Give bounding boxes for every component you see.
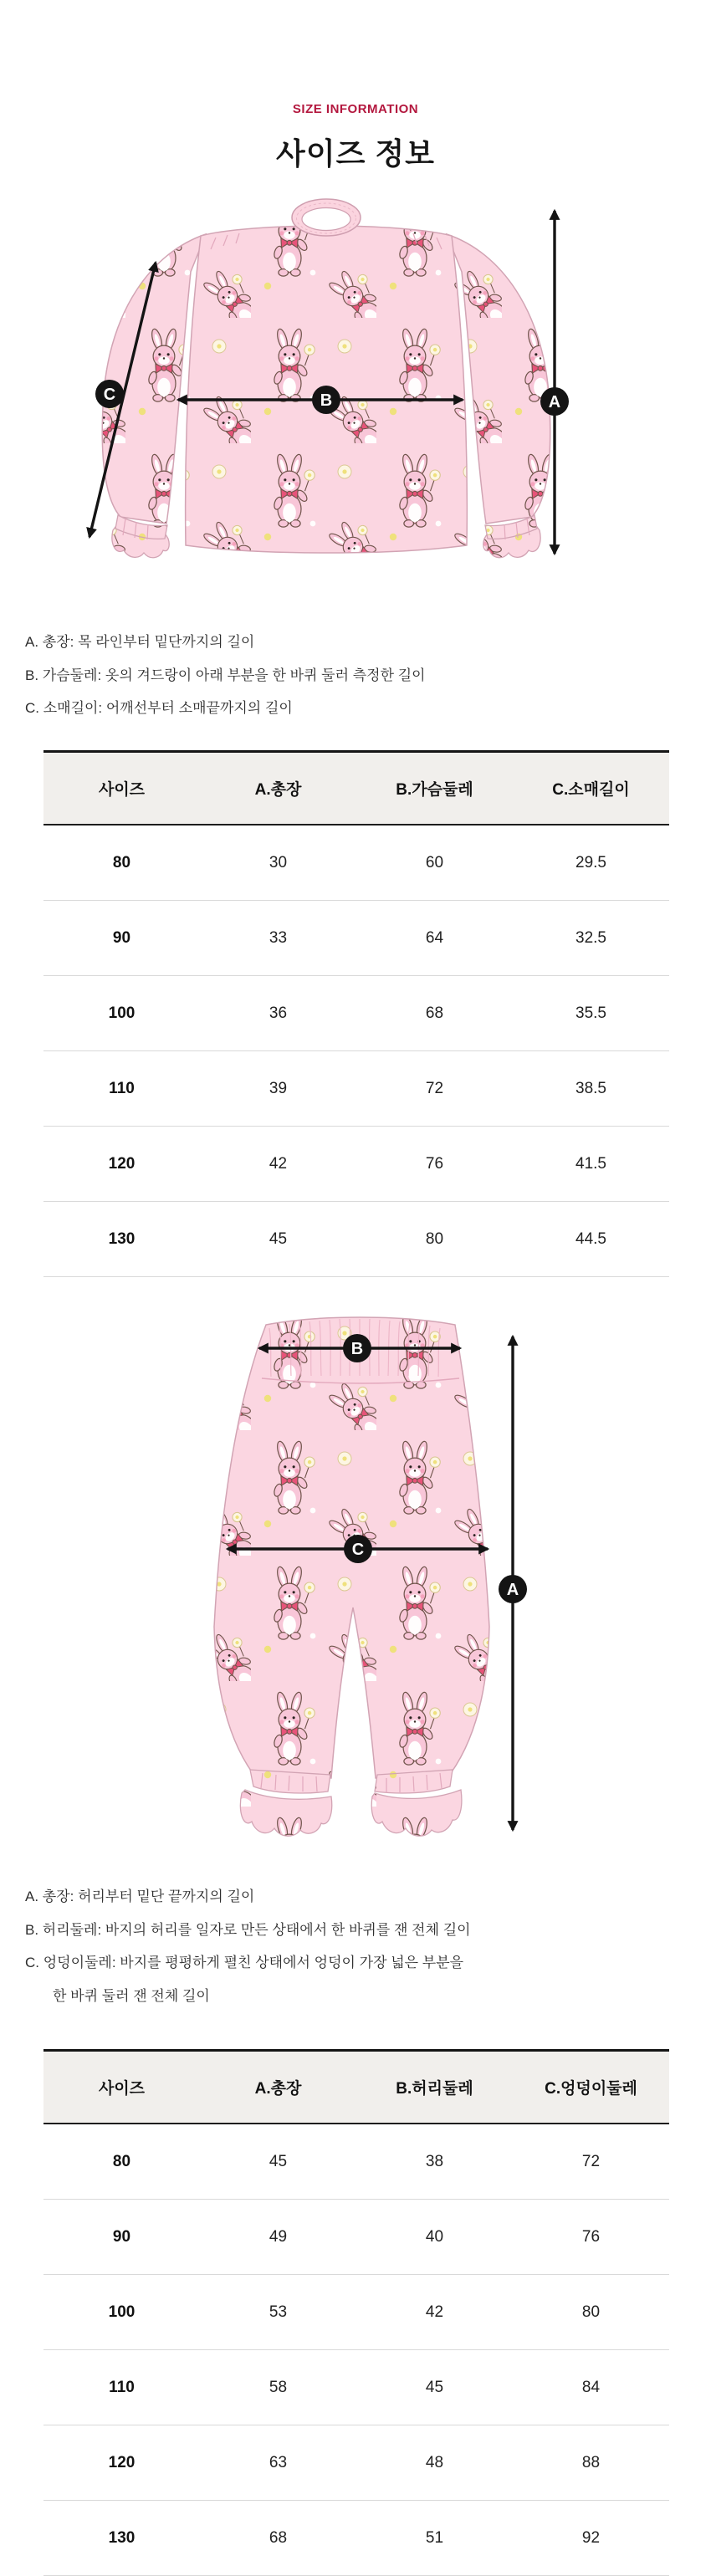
pajama-top-illustration [102, 199, 550, 558]
size-row [43, 825, 669, 901]
measurement-note: B. 가슴둘레: 옷의 겨드랑이 아래 부분을 한 바퀴 둘러 측정한 길이 [25, 667, 426, 683]
measurement-value: 30 [200, 825, 356, 901]
size-value: 100 [43, 2275, 200, 2350]
size-value: 130 [43, 1202, 200, 1277]
measurement-value: 72 [513, 2124, 669, 2200]
size-row [43, 2200, 669, 2275]
measurement-note: C. 소매길이: 어깨선부터 소매끝까지의 길이 [25, 700, 293, 716]
measurement-value: 35.5 [513, 976, 669, 1051]
measurement-note: B. 허리둘레: 바지의 허리를 일자로 만든 상태에서 한 바퀴를 잰 전체 길이 [25, 1921, 471, 1938]
size-row [43, 976, 669, 1051]
size-row [43, 2275, 669, 2350]
column-header: 사이즈 [43, 2051, 200, 2124]
measurement-value: 45 [356, 2350, 513, 2425]
size-row [43, 2124, 669, 2200]
measurement-value: 80 [356, 1202, 513, 1277]
measurement-value: 33 [200, 901, 356, 976]
pajama-pants-figure [0, 1305, 711, 1844]
measurement-value: 48 [356, 2425, 513, 2501]
table-header-row [43, 752, 669, 825]
measurement-value: 42 [200, 1127, 356, 1202]
size-row [43, 2350, 669, 2425]
measurement-value: 88 [513, 2425, 669, 2501]
bottom-measurement-notes [25, 1880, 471, 2012]
measurement-note: A. 총장: 허리부터 밑단 끝까지의 길이 [25, 1889, 255, 1904]
size-value: 90 [43, 901, 200, 976]
measurement-value: 29.5 [513, 825, 669, 901]
column-header: 사이즈 [43, 752, 200, 825]
measure-arrow-a [499, 1337, 527, 1830]
measurement-value: 84 [513, 2350, 669, 2425]
measurement-value: 38 [356, 2124, 513, 2200]
measurement-value: 49 [200, 2200, 356, 2275]
size-value: 110 [43, 1051, 200, 1127]
column-header: C.엉덩이둘레 [513, 2051, 669, 2124]
measurement-note: 한 바퀴 둘러 잰 전체 길이 [53, 1987, 210, 2004]
measurement-value: 39 [200, 1051, 356, 1127]
measurement-value: 40 [356, 2200, 513, 2275]
size-row [43, 1202, 669, 1277]
measurement-value: 58 [200, 2350, 356, 2425]
measurement-value: 72 [356, 1051, 513, 1127]
page-title: 사이즈 정보 [276, 136, 435, 171]
measurement-value: 42 [356, 2275, 513, 2350]
measurement-value: 45 [200, 2124, 356, 2200]
size-row [43, 2425, 669, 2501]
size-value: 120 [43, 2425, 200, 2501]
section-eyebrow: SIZE INFORMATION [292, 102, 419, 116]
measurement-value: 68 [356, 976, 513, 1051]
column-header: B.허리둘레 [356, 2051, 513, 2124]
size-row [43, 901, 669, 976]
top-size-table [43, 750, 669, 1277]
bottom-size-table [43, 2049, 669, 2576]
marker-b-letter: B [350, 1340, 364, 1358]
marker-b-letter: B [320, 391, 333, 410]
size-row [43, 2501, 669, 2576]
measurement-note: C. 엉덩이둘레: 바지를 평평하게 펼친 상태에서 엉덩이 가장 넓은 부분을 [25, 1955, 464, 1970]
size-value: 120 [43, 1127, 200, 1202]
marker-a-letter: A [506, 1581, 519, 1599]
measurement-value: 44.5 [513, 1202, 669, 1277]
size-value: 80 [43, 825, 200, 901]
measurement-value: 41.5 [513, 1127, 669, 1202]
measurement-note: A. 총장: 목 라인부터 밑단까지의 길이 [25, 634, 255, 650]
column-header: B.가슴둘레 [356, 752, 513, 825]
marker-a-letter: A [548, 393, 561, 411]
size-value: 100 [43, 976, 200, 1051]
size-value: 90 [43, 2200, 200, 2275]
top-measurement-notes [25, 626, 426, 725]
marker-c-letter: C [103, 386, 116, 404]
measurement-value: 60 [356, 825, 513, 901]
column-header: A.총장 [200, 2051, 356, 2124]
measurement-value: 38.5 [513, 1051, 669, 1127]
column-header: C.소매길이 [513, 752, 669, 825]
size-value: 130 [43, 2501, 200, 2576]
size-row [43, 1127, 669, 1202]
measurement-value: 51 [356, 2501, 513, 2576]
measurement-value: 63 [200, 2425, 356, 2501]
pajama-pants-illustration [214, 1317, 489, 1836]
measurement-value: 68 [200, 2501, 356, 2576]
measurement-value: 64 [356, 901, 513, 976]
measurement-value: 76 [356, 1127, 513, 1202]
size-value: 80 [43, 2124, 200, 2200]
size-row [43, 1051, 669, 1127]
measurement-value: 36 [200, 976, 356, 1051]
measurement-value: 80 [513, 2275, 669, 2350]
column-header: A.총장 [200, 752, 356, 825]
measurement-value: 76 [513, 2200, 669, 2275]
measurement-value: 53 [200, 2275, 356, 2350]
marker-c-letter: C [351, 1541, 365, 1559]
measurement-value: 45 [200, 1202, 356, 1277]
size-value: 110 [43, 2350, 200, 2425]
measurement-value: 32.5 [513, 901, 669, 976]
measurement-value: 92 [513, 2501, 669, 2576]
pajama-top-figure [0, 192, 711, 560]
table-header-row [43, 2051, 669, 2124]
